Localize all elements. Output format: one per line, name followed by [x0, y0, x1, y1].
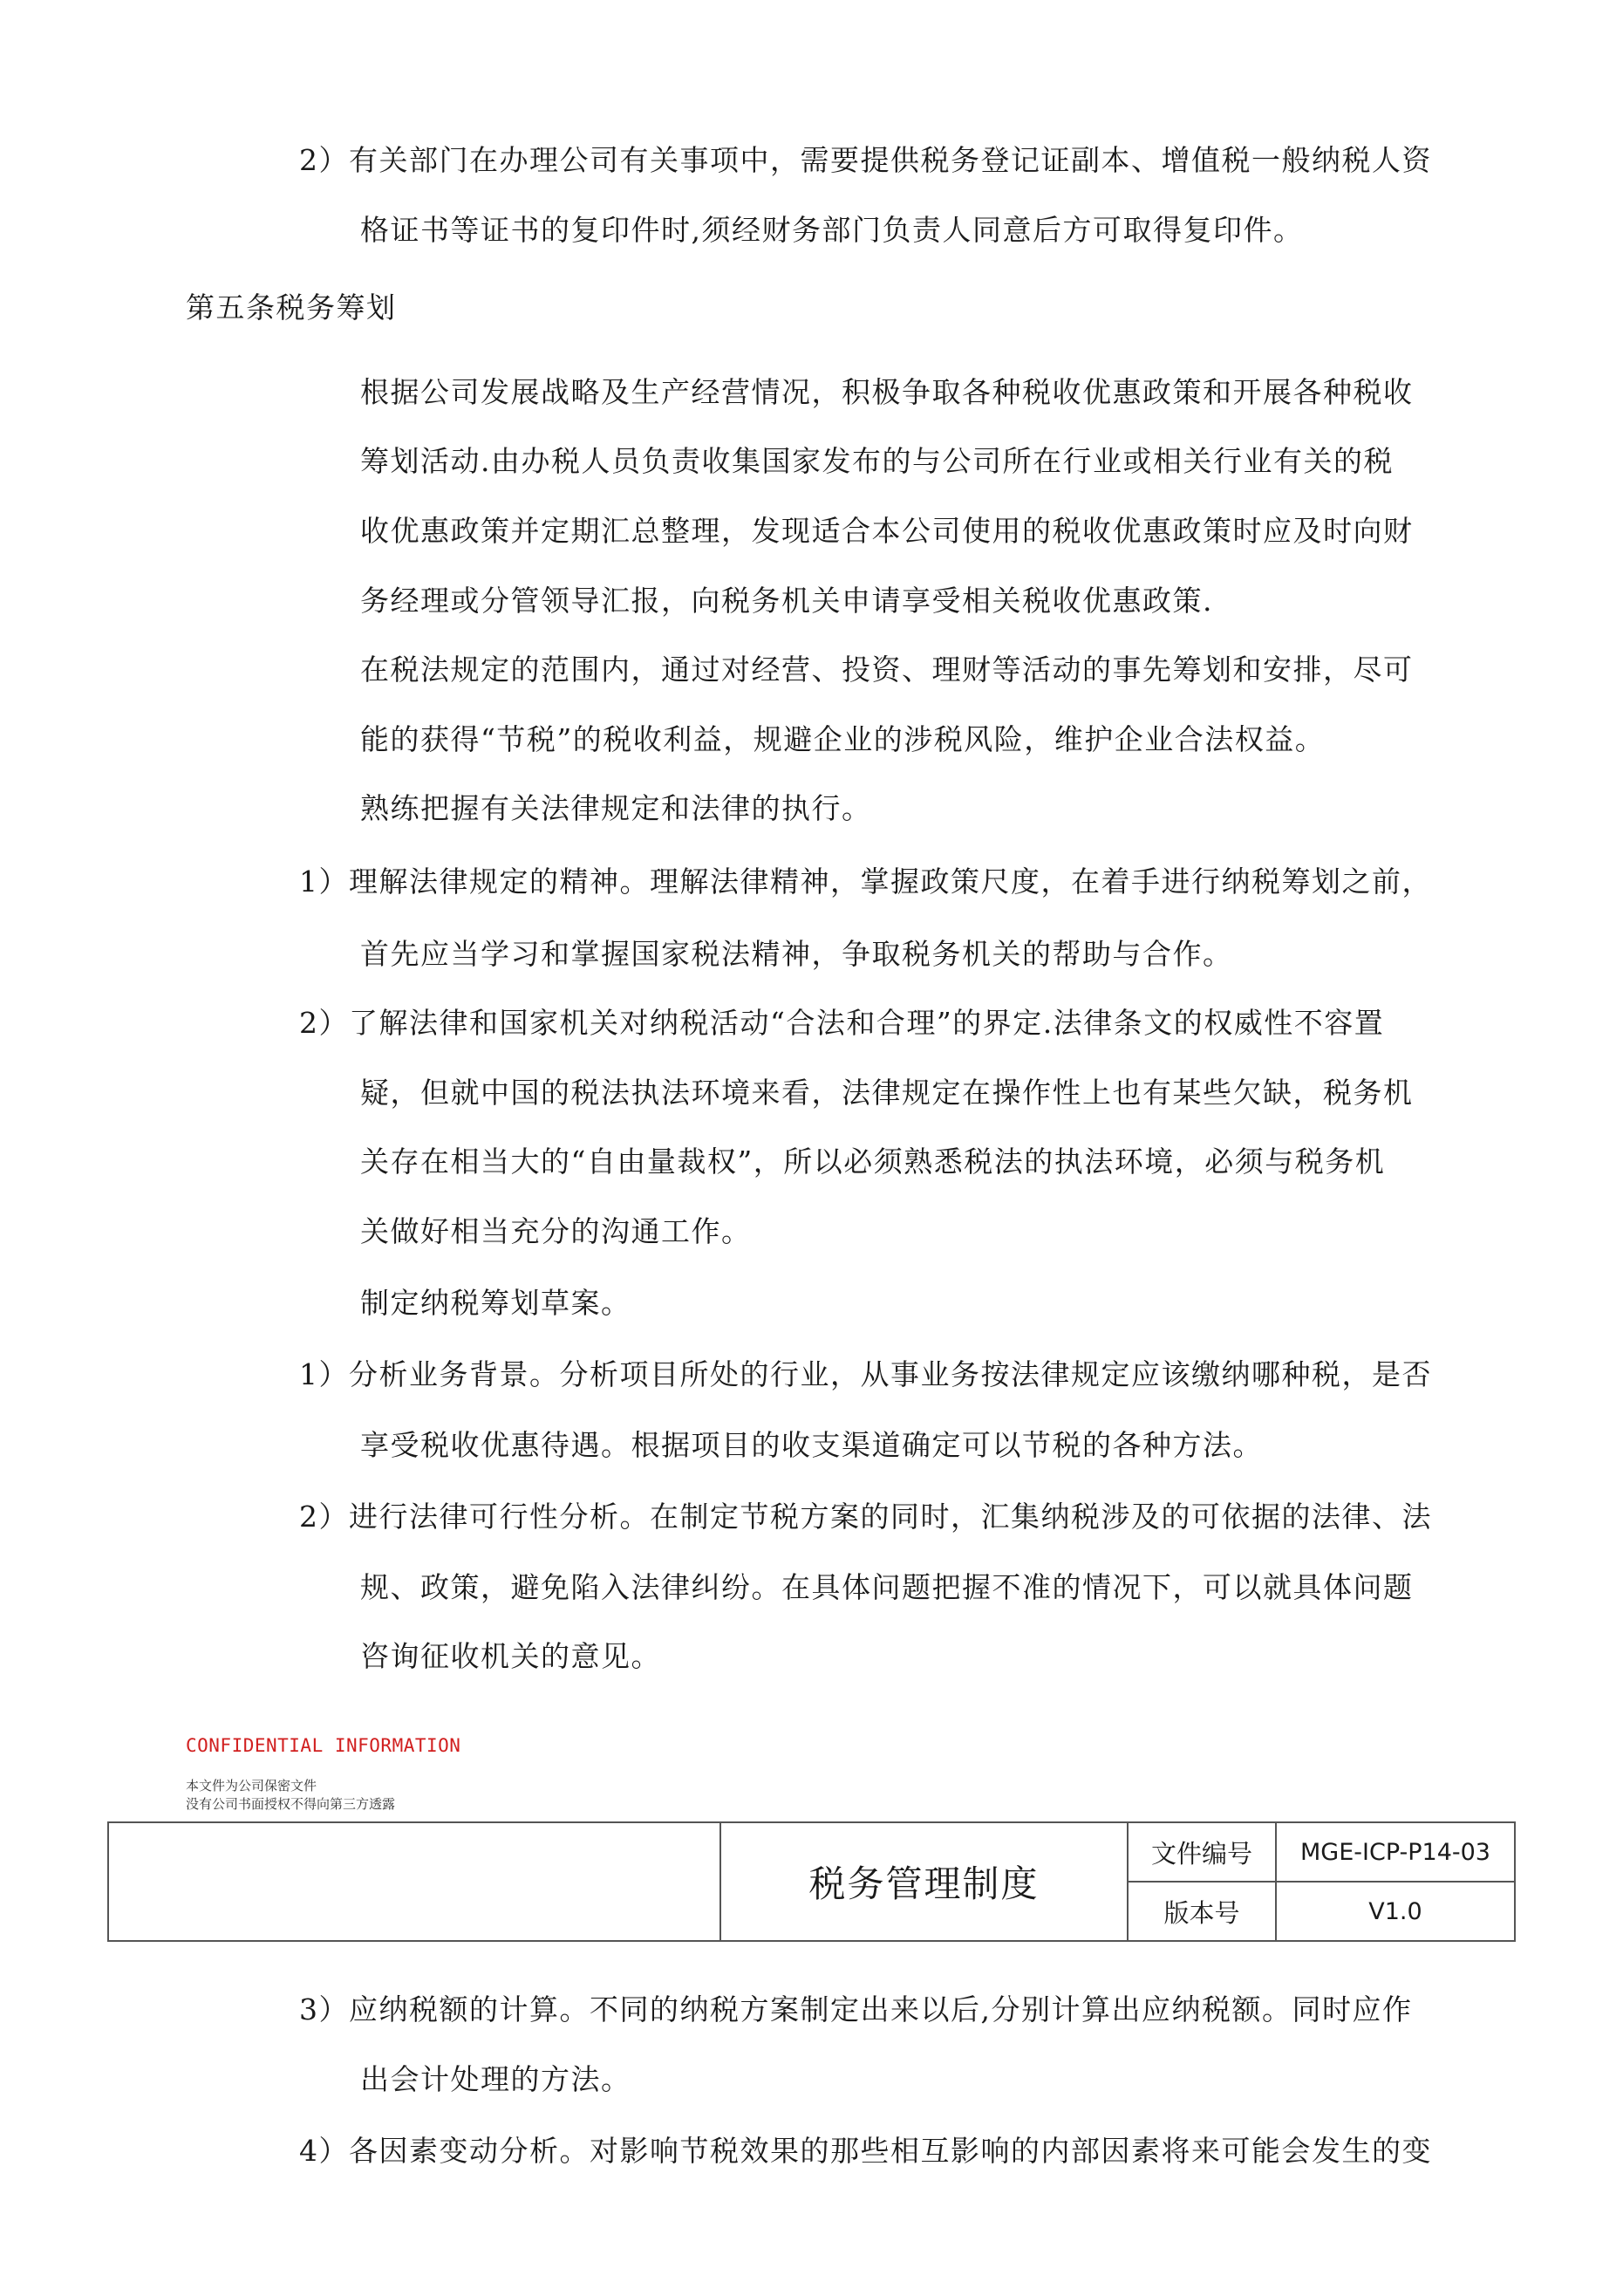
paragraph-line: 出会计处理的方法。 — [360, 2062, 631, 2096]
paragraph-line: 关做好相当充分的沟通工作。 — [360, 1214, 752, 1248]
paragraph-line: 制定纳税筹划草案。 — [360, 1286, 631, 1320]
paragraph-line: 3）应纳税额的计算。不同的纳税方案制定出来以后,分别计算出应纳税额。同时应作 — [299, 1992, 1413, 2026]
logo-cell — [108, 1822, 720, 1941]
paragraph-line: 首先应当学习和掌握国家税法精神，争取税务机关的帮助与合作。 — [360, 937, 1233, 971]
version-label: 版本号 — [1128, 1882, 1276, 1941]
paragraph-line: 在税法规定的范围内，通过对经营、投资、理财等活动的事先筹划和安排，尽可 — [360, 653, 1414, 687]
paragraph-line: 4）各因素变动分析。对影响节税效果的那些相互影响的内部因素将来可能会发生的变 — [299, 2134, 1432, 2168]
document-title: 税务管理制度 — [720, 1822, 1128, 1941]
version-value: V1.0 — [1276, 1882, 1515, 1941]
section-heading: 第五条税务筹划 — [186, 290, 397, 325]
paragraph-line: 筹划活动.由办税人员负责收集国家发布的与公司所在行业或相关行业有关的税 — [360, 444, 1394, 478]
paragraph-line: 能的获得“节税”的税收利益，规避企业的涉税风险，维护企业合法权益。 — [360, 722, 1326, 756]
paragraph-line: 根据公司发展战略及生产经营情况，积极争取各种税收优惠政策和开展各种税收 — [360, 375, 1414, 409]
paragraph-line: 2）有关部门在办理公司有关事项中，需要提供税务登记证副本、增值税一般纳税人资 — [299, 143, 1432, 177]
doc-number-value: MGE-ICP-P14-03 — [1276, 1822, 1515, 1882]
confidential-note: 本文件为公司保密文件 — [186, 1778, 317, 1794]
paragraph-line: 咨询征收机关的意见。 — [360, 1639, 661, 1673]
paragraph-line: 务经理或分管领导汇报，向税务机关申请享受相关税收优惠政策. — [360, 584, 1213, 618]
document-header-table — [107, 1821, 1516, 1942]
paragraph-line: 疑，但就中国的税法执法环境来看，法律规定在操作性上也有某些欠缺，税务机 — [360, 1076, 1414, 1110]
doc-number-label: 文件编号 — [1128, 1822, 1276, 1882]
paragraph-line: 2）进行法律可行性分析。在制定节税方案的同时，汇集纳税涉及的可依据的法律、法 — [299, 1500, 1432, 1534]
paragraph-line: 格证书等证书的复印件时,须经财务部门负责人同意后方可取得复印件。 — [360, 213, 1304, 247]
paragraph-line: 1）分析业务背景。分析项目所处的行业，从事业务按法律规定应该缴纳哪种税，是否 — [299, 1357, 1432, 1391]
paragraph-line: 1）理解法律规定的精神。理解法律精神，掌握政策尺度，在着手进行纳税筹划之前， — [299, 864, 1432, 899]
confidential-note: 没有公司书面授权不得向第三方透露 — [186, 1796, 396, 1812]
paragraph-line: 2）了解法律和国家机关对纳税活动“合法和合理”的界定.法律条文的权威性不容置 — [299, 1006, 1385, 1040]
paragraph-line: 熟练把握有关法律规定和法律的执行。 — [360, 791, 872, 825]
paragraph-line: 收优惠政策并定期汇总整理，发现适合本公司使用的税收优惠政策时应及时向财 — [360, 514, 1414, 548]
paragraph-line: 关存在相当大的“自由量裁权”，所以必须熟悉税法的执法环境，必须与税务机 — [360, 1145, 1386, 1179]
paragraph-line: 享受税收优惠待遇。根据项目的收支渠道确定可以节税的各种方法。 — [360, 1428, 1263, 1462]
paragraph-line: 规、政策，避免陷入法律纠纷。在具体问题把握不准的情况下，可以就具体问题 — [360, 1570, 1414, 1604]
confidential-label: CONFIDENTIAL INFORMATION — [186, 1735, 461, 1756]
